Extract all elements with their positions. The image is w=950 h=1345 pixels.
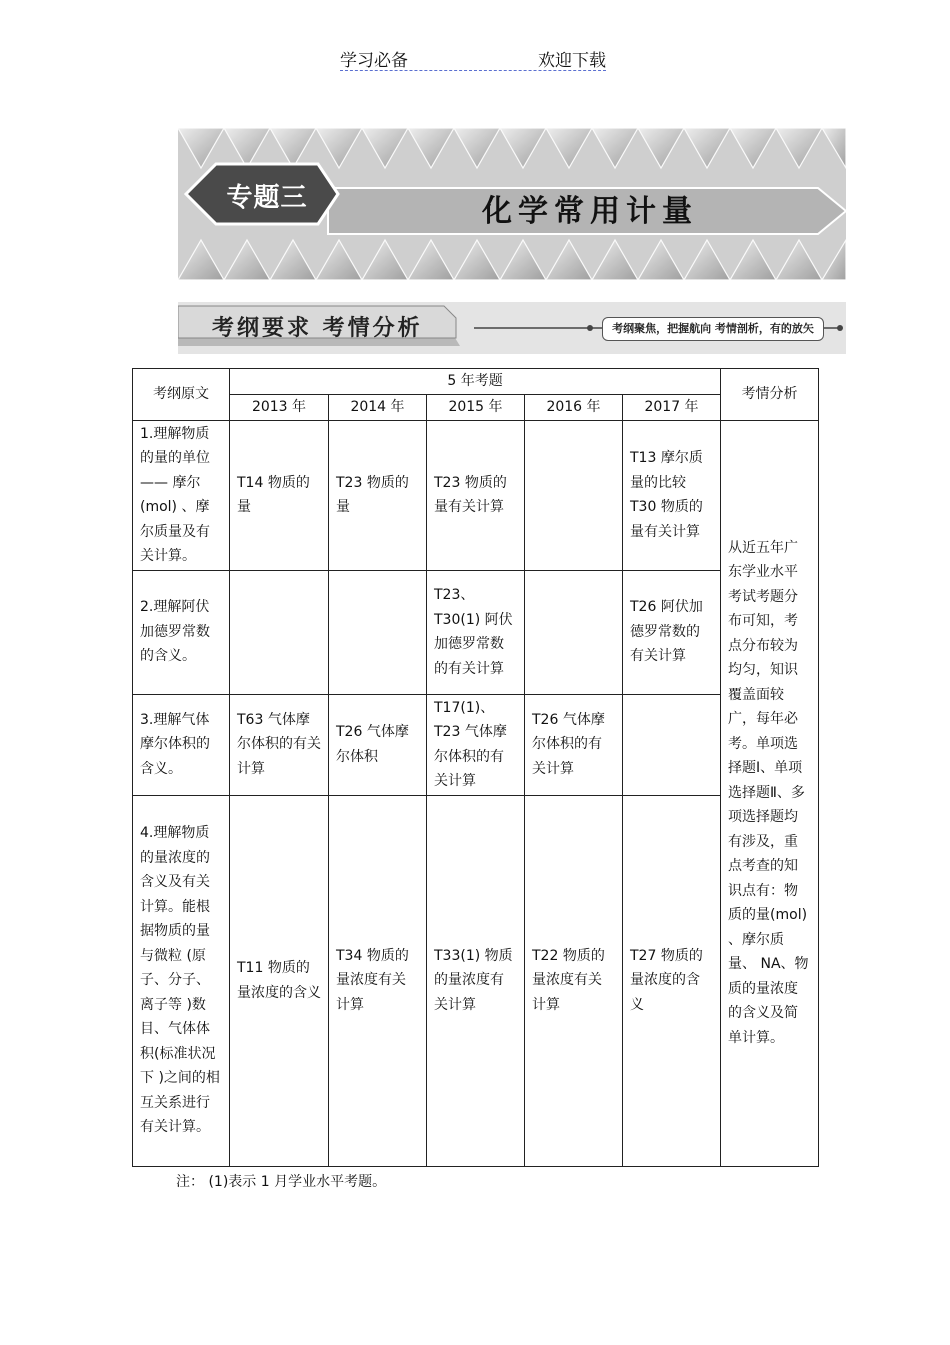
page-header xyxy=(340,46,606,72)
exam-cell xyxy=(230,570,329,694)
header-left-text: 学习必备 xyxy=(340,51,408,71)
exam-cell: T23、T30(1) 阿伏加德罗常数的有关计算 xyxy=(427,570,525,694)
header-year: 2017 年 xyxy=(623,395,721,421)
table-row xyxy=(133,570,819,694)
header-outline: 考纲原文 xyxy=(133,369,230,421)
outline-cell: 2.理解阿伏加德罗常数的含义。 xyxy=(133,570,230,694)
exam-cell xyxy=(623,694,721,795)
exam-cell: T23 物质的量有关计算 xyxy=(427,420,525,570)
header-analysis: 考情分析 xyxy=(721,369,819,421)
exam-cell: T11 物质的量浓度的含义 xyxy=(230,795,329,1166)
exam-cell xyxy=(525,570,623,694)
exam-cell: T17(1)、T23 气体摩尔体积的有关计算 xyxy=(427,694,525,795)
section-slogan: 考纲聚焦，把握航向 考情剖析，有的放矢 xyxy=(602,317,824,341)
exam-table xyxy=(132,368,819,1167)
table-row xyxy=(133,795,819,1166)
table-row xyxy=(133,694,819,795)
exam-cell: T22 物质的量浓度有关计算 xyxy=(525,795,623,1166)
exam-cell: T63 气体摩尔体积的有关计算 xyxy=(230,694,329,795)
table-note: 注： (1)表示 1 月学业水平考题。 xyxy=(176,1174,387,1190)
exam-cell: T26 阿伏加德罗常数的有关计算 xyxy=(623,570,721,694)
exam-cell: T13 摩尔质量的比较 T30 物质的量有关计算 xyxy=(623,420,721,570)
topic-title: 化学常用计量 xyxy=(482,194,698,229)
header-exams: 5 年考题 xyxy=(230,369,721,395)
topic-label: 专题三 xyxy=(226,183,308,213)
section-title: 考纲要求 考情分析 xyxy=(212,316,423,341)
outline-cell: 1.理解物质的量的单位—— 摩尔(mol) 、摩尔质量及有关计算。 xyxy=(133,420,230,570)
header-right-text: 欢迎下载 xyxy=(538,51,606,71)
exam-cell: T26 气体摩尔体积的有关计算 xyxy=(525,694,623,795)
header-year: 2015 年 xyxy=(427,395,525,421)
exam-cell xyxy=(329,570,427,694)
header-year: 2013 年 xyxy=(230,395,329,421)
table-row xyxy=(133,420,819,570)
exam-cell: T14 物质的量 xyxy=(230,420,329,570)
exam-cell xyxy=(525,420,623,570)
analysis-cell: 从近五年广东学业水平考试考题分布可知，考点分布较为均匀，知识覆盖面较广，每年必考。单项选择题Ⅰ、单项选择题Ⅱ、多项选择题均有涉及，重点考查的知识点有：物质的量(mol) 、摩尔质量、 NA、物质的量浓度的含义及简单计算。 xyxy=(721,420,819,1166)
outline-cell: 3.理解气体摩尔体积的含义。 xyxy=(133,694,230,795)
outline-cell: 4.理解物质的量浓度的含义及有关计算。能根据物质的量与微粒 (原子、分子、离子等 )数目、气体体积(标准状况下 )之间的相互关系进行有关计算。 xyxy=(133,795,230,1166)
header-dashed-line xyxy=(340,70,606,71)
exam-cell: T27 物质的量浓度的含义 xyxy=(623,795,721,1166)
header-year: 2014 年 xyxy=(329,395,427,421)
exam-cell: T26 气体摩尔体积 xyxy=(329,694,427,795)
exam-cell: T34 物质的量浓度有关计算 xyxy=(329,795,427,1166)
header-year: 2016 年 xyxy=(525,395,623,421)
exam-cell: T23 物质的量 xyxy=(329,420,427,570)
exam-cell: T33(1) 物质的量浓度有关计算 xyxy=(427,795,525,1166)
